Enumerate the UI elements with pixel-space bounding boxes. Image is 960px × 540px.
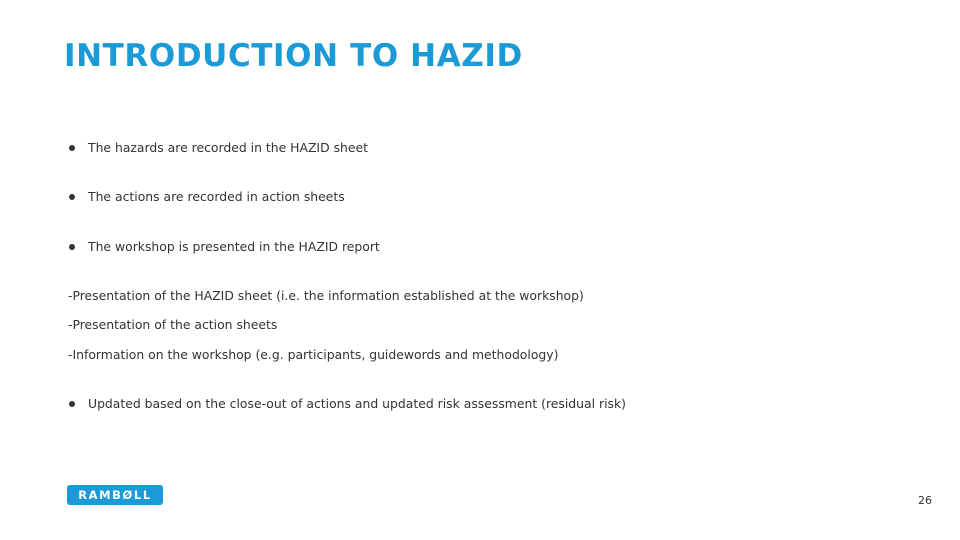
bullet-item: [68, 239, 380, 255]
bullet-text: The workshop is presented in the HAZID report: [88, 239, 380, 254]
sub-item: -Presentation of the action sheets: [68, 317, 278, 332]
bullet-dot-icon: [69, 194, 75, 200]
bullet-item: [68, 140, 368, 156]
bullet-dot-icon: [69, 244, 75, 250]
bullet-dot-icon: [69, 401, 75, 407]
sub-item: -Information on the workshop (e.g. participants, guidewords and methodology): [68, 347, 559, 362]
slide-title: INTRODUCTION TO HAZID: [64, 38, 523, 74]
ramboll-logo: RAMBØLL: [67, 485, 163, 505]
bullet-text: The actions are recorded in action sheets: [88, 189, 345, 204]
bullet-text: Updated based on the close-out of actions and updated risk assessment (residual risk): [88, 396, 626, 411]
bullet-item: [68, 189, 345, 205]
page-number: 26: [918, 494, 932, 507]
bullet-dot-icon: [69, 145, 75, 151]
sub-item: -Presentation of the HAZID sheet (i.e. the information established at the workshop): [68, 288, 584, 303]
bullet-text: The hazards are recorded in the HAZID sheet: [88, 140, 368, 155]
bullet-item: [68, 396, 626, 412]
